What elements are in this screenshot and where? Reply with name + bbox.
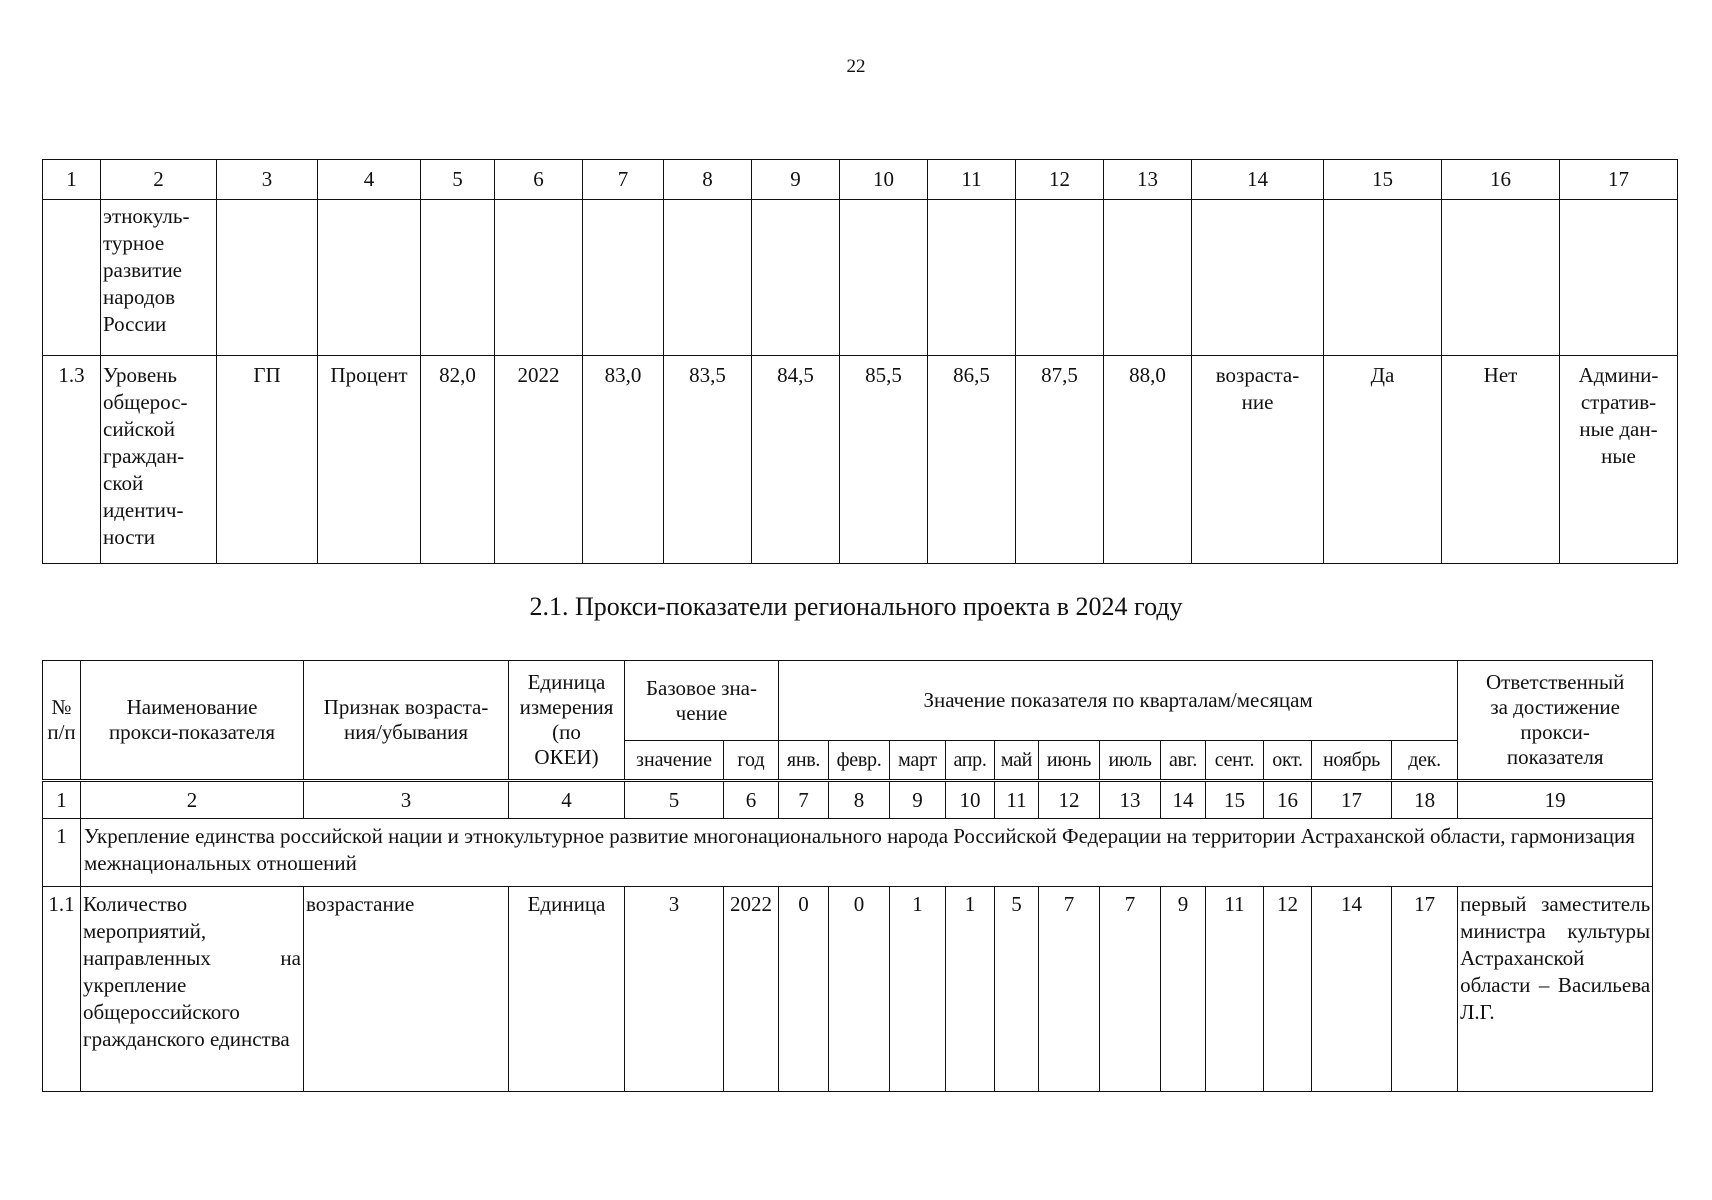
table1-col-number: 11: [928, 160, 1016, 200]
table2-col-number: 5: [625, 781, 724, 819]
table2-col-number: 6: [724, 781, 779, 819]
table2-col-number: 12: [1039, 781, 1100, 819]
table2-col-number: 9: [890, 781, 946, 819]
month-header: окт.: [1264, 741, 1312, 781]
table2-col-number: 7: [779, 781, 829, 819]
table1-col-number: 8: [664, 160, 752, 200]
indicators-table-continued: [42, 159, 1678, 564]
table2-header-row: [43, 661, 1653, 741]
trend-cell: возраста- ние: [1192, 356, 1324, 564]
month-value: 14: [1312, 887, 1392, 1092]
value-cell: 83,0: [583, 356, 664, 564]
trend-cell: возрастание: [304, 887, 509, 1092]
table2-col-number: 10: [946, 781, 995, 819]
group-row: [43, 819, 1653, 887]
table1-col-number: 3: [217, 160, 318, 200]
responsible-person: первый заместитель министра культуры Астраханской области – Васильева Л.Г.: [1458, 887, 1653, 1092]
table1-col-number: 15: [1324, 160, 1442, 200]
proxy-indicators-table: [42, 660, 1653, 1092]
table2-col-number: 13: [1100, 781, 1161, 819]
table1-col-number: 7: [583, 160, 664, 200]
table2-col-number: 14: [1161, 781, 1206, 819]
month-header: сент.: [1206, 741, 1264, 781]
month-value: 17: [1392, 887, 1458, 1092]
table2-col-number: 1: [43, 781, 81, 819]
month-header: ноябрь: [1312, 741, 1392, 781]
col-head-base-year: год: [724, 741, 779, 781]
table2-col-number: 11: [995, 781, 1039, 819]
table1-col-number: 14: [1192, 160, 1324, 200]
month-value: 12: [1264, 887, 1312, 1092]
month-value: 1: [890, 887, 946, 1092]
col-head-num: № п/п: [43, 661, 81, 781]
month-value: 0: [779, 887, 829, 1092]
col-head-responsible: Ответственный за достижение прокси- показателя: [1458, 661, 1653, 781]
month-value: 7: [1100, 887, 1161, 1092]
month-header: янв.: [779, 741, 829, 781]
table2-col-number: 18: [1392, 781, 1458, 819]
base-value: 82,0: [421, 356, 495, 564]
row-number: 1.1: [43, 887, 81, 1092]
table1-col-number: 2: [101, 160, 217, 200]
unit: Единица: [509, 887, 625, 1092]
value-cell: 87,5: [1016, 356, 1104, 564]
table1-col-number: 13: [1104, 160, 1192, 200]
table1-col-number: 16: [1442, 160, 1560, 200]
row-number: 1.3: [43, 356, 101, 564]
table2-col-number: 17: [1312, 781, 1392, 819]
table1-col-number: 6: [495, 160, 583, 200]
value-cell: 86,5: [928, 356, 1016, 564]
month-value: 5: [995, 887, 1039, 1092]
indicator-name: Уровень общерос- сийской граждан- ской идентич- ности: [101, 356, 217, 564]
table2-col-number: 15: [1206, 781, 1264, 819]
value-cell: 88,0: [1104, 356, 1192, 564]
page-number: 22: [846, 56, 866, 77]
group-number: 1: [43, 819, 81, 887]
month-header: февр.: [829, 741, 890, 781]
table1-col-number: 1: [43, 160, 101, 200]
table1-col-number: 17: [1560, 160, 1678, 200]
table2-col-number: 4: [509, 781, 625, 819]
base-year: 2022: [495, 356, 583, 564]
base-year: 2022: [724, 887, 779, 1092]
table1-col-number: 4: [318, 160, 421, 200]
table-row: [43, 200, 1678, 356]
col-head-by-period: Значение показателя по кварталам/месяцам: [779, 661, 1458, 741]
table1-col-number: 12: [1016, 160, 1104, 200]
indicator-level: ГП: [217, 356, 318, 564]
month-header: май: [995, 741, 1039, 781]
month-value: 0: [829, 887, 890, 1092]
table2-col-number: 2: [81, 781, 304, 819]
table2-col-number: 3: [304, 781, 509, 819]
table1-col-number: 5: [421, 160, 495, 200]
month-header: апр.: [946, 741, 995, 781]
value-cell: 83,5: [664, 356, 752, 564]
month-value: 7: [1039, 887, 1100, 1092]
table2-col-number: 8: [829, 781, 890, 819]
month-header: июль: [1100, 741, 1161, 781]
section-title: 2.1. Прокси-показатели регионального проекта в 2024 году: [529, 592, 1183, 621]
data-source-cell: Админи- стратив- ные дан- ные: [1560, 356, 1678, 564]
col-head-name: Наименование прокси-показателя: [81, 661, 304, 781]
table1-col-number: 9: [752, 160, 840, 200]
table1-col-number: 10: [840, 160, 928, 200]
month-header: дек.: [1392, 741, 1458, 781]
month-value: 1: [946, 887, 995, 1092]
month-value: 9: [1161, 887, 1206, 1092]
value-cell: 84,5: [752, 356, 840, 564]
month-value: 11: [1206, 887, 1264, 1092]
table2-col-number: 19: [1458, 781, 1653, 819]
table1-header-row: [43, 160, 1678, 200]
flag-cell: Нет: [1442, 356, 1560, 564]
proxy-indicator-name: Количество мероприятий, направленных на укрепление общероссийского гражданского единства: [81, 887, 304, 1092]
flag-cell: Да: [1324, 356, 1442, 564]
base-value: 3: [625, 887, 724, 1092]
month-header: июнь: [1039, 741, 1100, 781]
month-header: март: [890, 741, 946, 781]
indicator-name: этнокуль- турное развитие народов России: [101, 200, 217, 356]
unit: Процент: [318, 356, 421, 564]
col-head-trend: Признак возраста- ния/убывания: [304, 661, 509, 781]
group-title: Укрепление единства российской нации и этнокультурное развитие многонационального народа Российской Федерации на территории Астраханской области, гармонизация межнациональных отношений: [81, 819, 1653, 887]
table-row: [43, 356, 1678, 564]
month-header: авг.: [1161, 741, 1206, 781]
table2-column-numbers-row: [43, 781, 1653, 819]
col-head-base: Базовое зна- чение: [625, 661, 779, 741]
value-cell: 85,5: [840, 356, 928, 564]
col-head-unit: Единица измерения (по ОКЕИ): [509, 661, 625, 781]
col-head-base-value: значение: [625, 741, 724, 781]
table2-col-number: 16: [1264, 781, 1312, 819]
table-row: [43, 887, 1653, 1092]
